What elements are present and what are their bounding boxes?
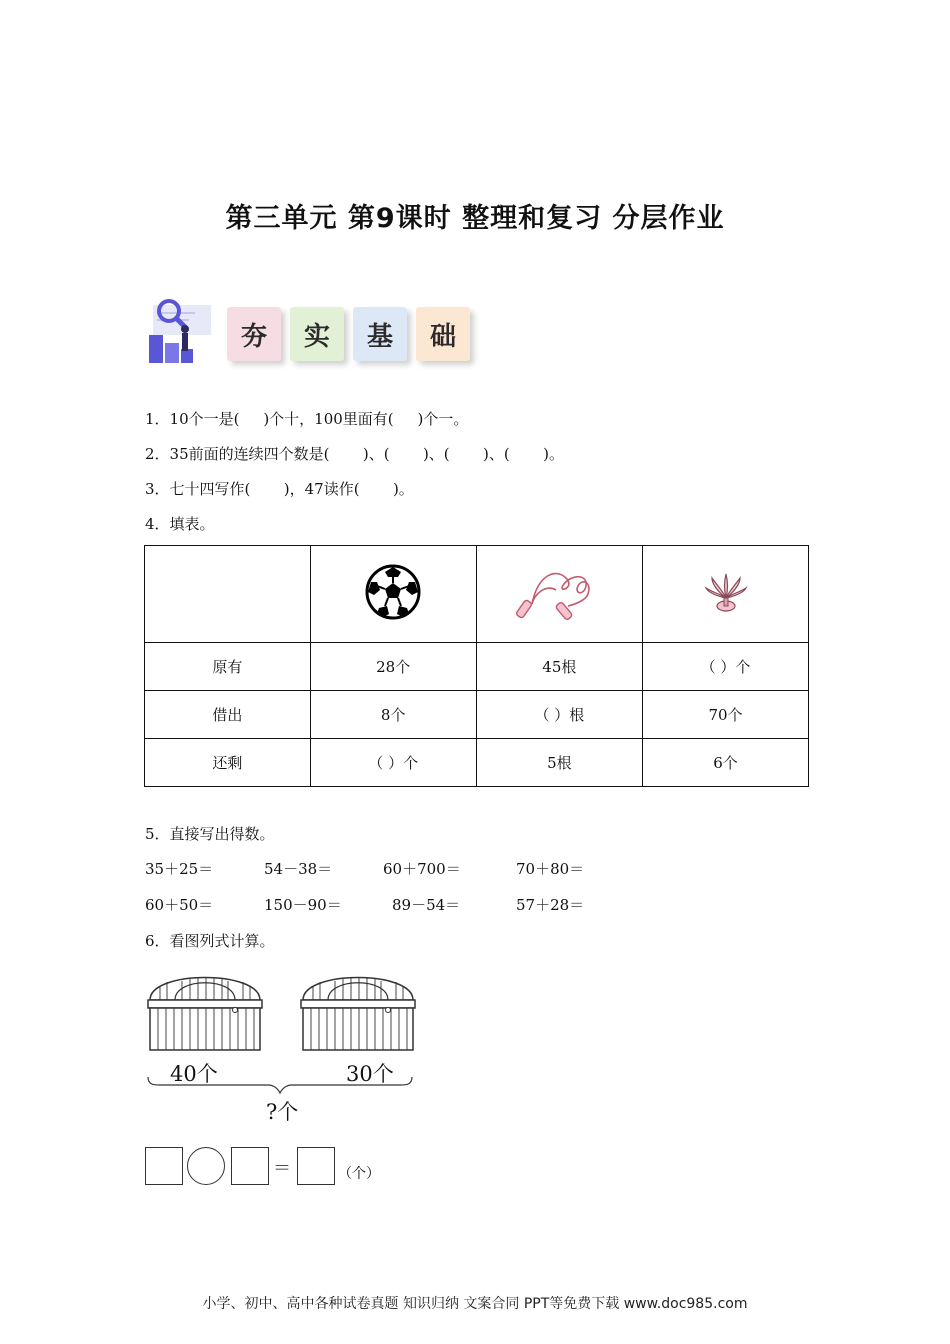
table-cell: 28个 [310, 643, 476, 691]
table-corner-cell [145, 546, 311, 643]
tile-chu: 础 [416, 307, 470, 361]
footer-text: 小学、初中、高中各种试卷真题 知识归纳 文案合同 PPT等免费下载 www.doc985.com [202, 1296, 748, 1312]
question-6: 6．看图列式计算。 [145, 932, 275, 950]
football-cell [310, 546, 476, 643]
football-icon [365, 564, 421, 620]
table-cell: 45根 [476, 643, 642, 691]
magnifier-chart-icon [145, 295, 217, 367]
calc-item: 35＋25＝ [145, 860, 214, 878]
calc-item: 89－54＝ [392, 896, 461, 914]
tile-shi: 实 [290, 307, 344, 361]
unit-label: （个） [338, 1166, 380, 1182]
calc-item: 57＋28＝ [516, 896, 585, 914]
operator-circle[interactable] [187, 1147, 225, 1185]
calc-item: 54－38＝ [264, 860, 333, 878]
page-title: 第三单元 第9课时 整理和复习 分层作业 [225, 203, 725, 234]
row-label: 原有 [145, 643, 311, 691]
calc-item: 70＋80＝ [516, 860, 585, 878]
section-banner [145, 295, 495, 370]
calc-item: 60＋50＝ [145, 896, 214, 914]
question-3: 3．七十四写作( )，47读作( )。 [145, 480, 414, 498]
tile-ji: 基 [353, 307, 407, 361]
table-cell: （ ）根 [476, 691, 642, 739]
row-label: 借出 [145, 691, 311, 739]
table-cell: 5根 [476, 739, 642, 787]
right-chest-label: 30个 [346, 1062, 394, 1086]
question-5: 5．直接写出得数。 [145, 825, 275, 843]
table-cell: 70个 [643, 691, 809, 739]
answer-box[interactable] [231, 1147, 269, 1185]
table-cell: （ ）个 [643, 643, 809, 691]
total-label: ?个 [266, 1100, 299, 1124]
row-label: 还剩 [145, 739, 311, 787]
left-chest-label: 40个 [170, 1062, 218, 1086]
table-cell: （ ）个 [310, 739, 476, 787]
treasure-chest-icon [301, 978, 415, 1051]
calc-item: 60＋700＝ [383, 860, 461, 878]
equals-sign: ＝ [273, 1158, 291, 1179]
question-2: 2．35前面的连续四个数是( )、( )、( )、( )。 [145, 445, 564, 463]
shuttlecock-icon [702, 568, 750, 616]
table-cell: 6个 [643, 739, 809, 787]
jump-rope-cell [476, 546, 642, 643]
fill-table [144, 545, 809, 787]
table-row [145, 691, 809, 739]
question-1: 1．10个一是( )个十，100里面有( )个一。 [145, 410, 469, 428]
shuttlecock-cell [643, 546, 809, 643]
answer-box[interactable] [145, 1147, 183, 1185]
table-row [145, 643, 809, 691]
result-box[interactable] [297, 1147, 335, 1185]
tile-hang: 夯 [227, 307, 281, 361]
calc-item: 150－90＝ [264, 896, 342, 914]
table-row [145, 739, 809, 787]
treasure-chest-icon [148, 978, 262, 1051]
table-cell: 8个 [310, 691, 476, 739]
question-4: 4．填表。 [145, 515, 215, 533]
jump-rope-icon [516, 564, 602, 620]
